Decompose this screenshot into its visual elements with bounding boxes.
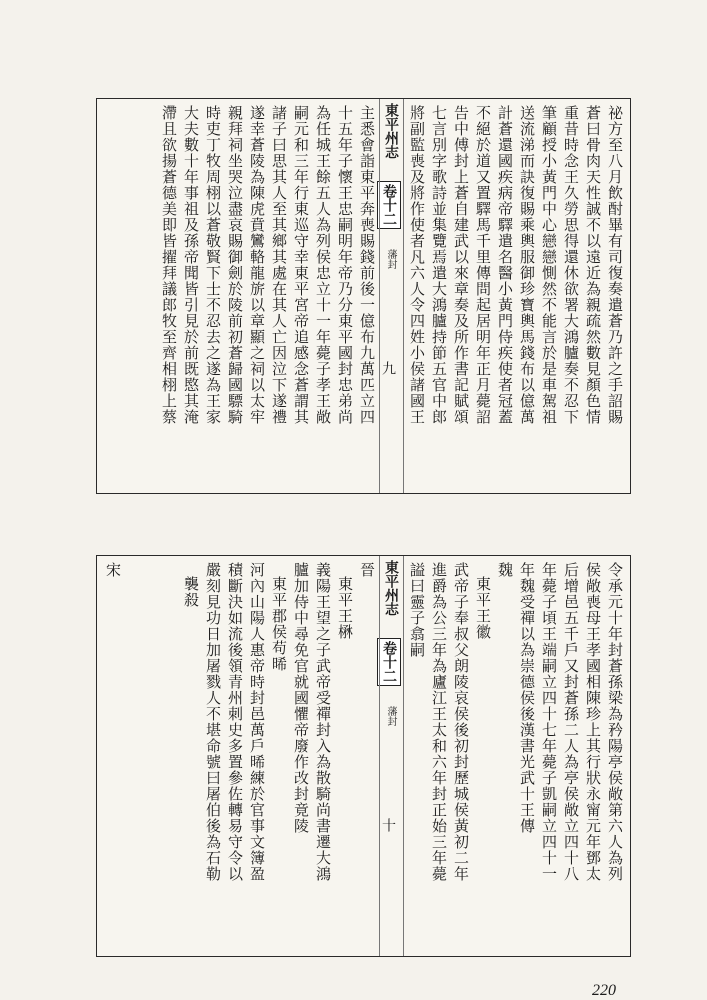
text-column: 祕方至八月飲酎畢有司復奏遣蒼乃許之手詔賜 <box>606 105 624 425</box>
text-column: 嚴刻見功日加屠戮人不堪命號曰屠伯後為石勒 <box>204 562 222 882</box>
text-column: 不絕於道又置驛馬千里傳問起居明年正月薨詔 <box>474 105 492 425</box>
text-column: 七言別字歌詩並集覽焉遣大鴻臚持節五官中郎 <box>430 105 448 425</box>
text-column: 武帝子奉叔父朗陵哀侯後初封歷城侯黃初二年 <box>452 562 470 882</box>
text-column: 年薨子頃王端嗣立四十七年薨子凱嗣立四十一 <box>540 562 558 882</box>
text-column: 遂幸蒼陵為陳虎賁鸞輅龍旂以章顯之祠以太牢 <box>248 105 266 425</box>
text-column: 滯且欲揚蒼德美即皆擢拜議郎牧至齊相栩上蔡 <box>160 105 178 425</box>
text-column: 年魏受禪以為崇德侯後漢書光武十王傳 <box>518 562 536 834</box>
text-column: 襲殺 <box>182 576 200 608</box>
book-title: 東平州志 <box>383 103 399 159</box>
text-column: 謚曰靈子翕嗣 <box>408 562 426 658</box>
text-column: 蒼曰骨肉天性誠不以遠近為親疏然數見顏色情 <box>584 105 602 425</box>
folio-number: 220 <box>592 982 616 999</box>
text-column: 送流涕而訣復賜乘輿服御珍寶輿馬錢布以億萬 <box>518 105 536 425</box>
book-title: 東平州志 <box>383 560 399 616</box>
text-column: 大夫數十年事祖及孫帝聞皆引見於前既愍其淹 <box>182 105 200 425</box>
text-column: 計蒼還國疾病帝驛遣名醫小黃門侍疾使者冠蓋 <box>496 105 514 425</box>
text-column: 將副監喪及將作使者凡六人令四姓小侯諸國王 <box>408 105 426 425</box>
text-column: 筆顧授小黃門中心戀戀惻然不能言於是車駕祖 <box>540 105 558 425</box>
dynasty-heading: 晉 <box>358 562 376 578</box>
text-column: 河內山陽人惠帝時封邑萬戶晞練於官事文簿盈 <box>248 562 266 882</box>
text-column: 諸子曰思其人至其鄉其處在其人亡因泣下遂禮 <box>270 105 288 425</box>
text-column: 臚加侍中尋免官就國懼帝廢作改封竟陵 <box>292 562 310 834</box>
fief-heading: 東平郡侯苟晞 <box>270 576 288 672</box>
text-column: 為任城王餘五人為列侯忠立十一年薨子孝王敞 <box>314 105 332 425</box>
text-column: 重昔時念王久勞思得還休欲署大鴻臚奏不忍下 <box>562 105 580 425</box>
fief-heading: 東平王徽 <box>474 576 492 640</box>
text-column: 侯敞喪母王孝國相陳珍上其行狀永甯元年鄧太 <box>584 562 602 882</box>
dynasty-heading: 宋 <box>104 562 122 578</box>
text-column: 告中傅封上蒼自建武以來章奏及所作書記賦頌 <box>452 105 470 425</box>
text-column: 嗣元和三年行東巡守幸東平宮帝追感念蒼謂其 <box>292 105 310 425</box>
section-label: 藩封 <box>385 706 396 726</box>
text-column: 積斷決如流後領青州刺史多置參佐轉易守令以 <box>226 562 244 882</box>
volume-label: 卷十二 <box>377 181 401 229</box>
text-column: 親拜祠坐哭泣盡哀賜御劍於陵前初蒼歸國驃騎 <box>226 105 244 425</box>
upper-page-block <box>96 98 631 494</box>
page-number: 十 <box>380 818 396 832</box>
text-column: 后增邑五千戶又封蒼孫二人為亭侯敞立四十八 <box>562 562 580 882</box>
center-rule <box>403 556 404 956</box>
text-column: 進爵為公三年為廬江王太和六年封正始三年薨 <box>430 562 448 882</box>
text-column: 十五年子懷王忠嗣明年帝乃分東平國封忠弟尚 <box>336 105 354 425</box>
center-rule <box>379 556 380 956</box>
dynasty-heading: 魏 <box>496 562 514 578</box>
fief-heading: 東平王楙 <box>336 576 354 640</box>
text-column: 時吏丁牧周栩以蒼敬賢下士不忍去之遂為王家 <box>204 105 222 425</box>
lower-page-block <box>96 555 631 957</box>
volume-label: 卷十二 <box>377 638 401 686</box>
page-number: 九 <box>380 361 396 375</box>
text-column: 義陽王望之子武帝受禪封入為散騎尚書遷大鴻 <box>314 562 332 882</box>
center-rule <box>403 99 404 493</box>
text-column: 令承元十年封蒼孫梁為矜陽亭侯敞第六人為列 <box>606 562 624 882</box>
section-label: 藩封 <box>385 249 396 269</box>
text-column: 主悉會詣東平奔喪賜錢前後一億布九萬匹立四 <box>358 105 376 425</box>
center-rule <box>379 99 380 493</box>
